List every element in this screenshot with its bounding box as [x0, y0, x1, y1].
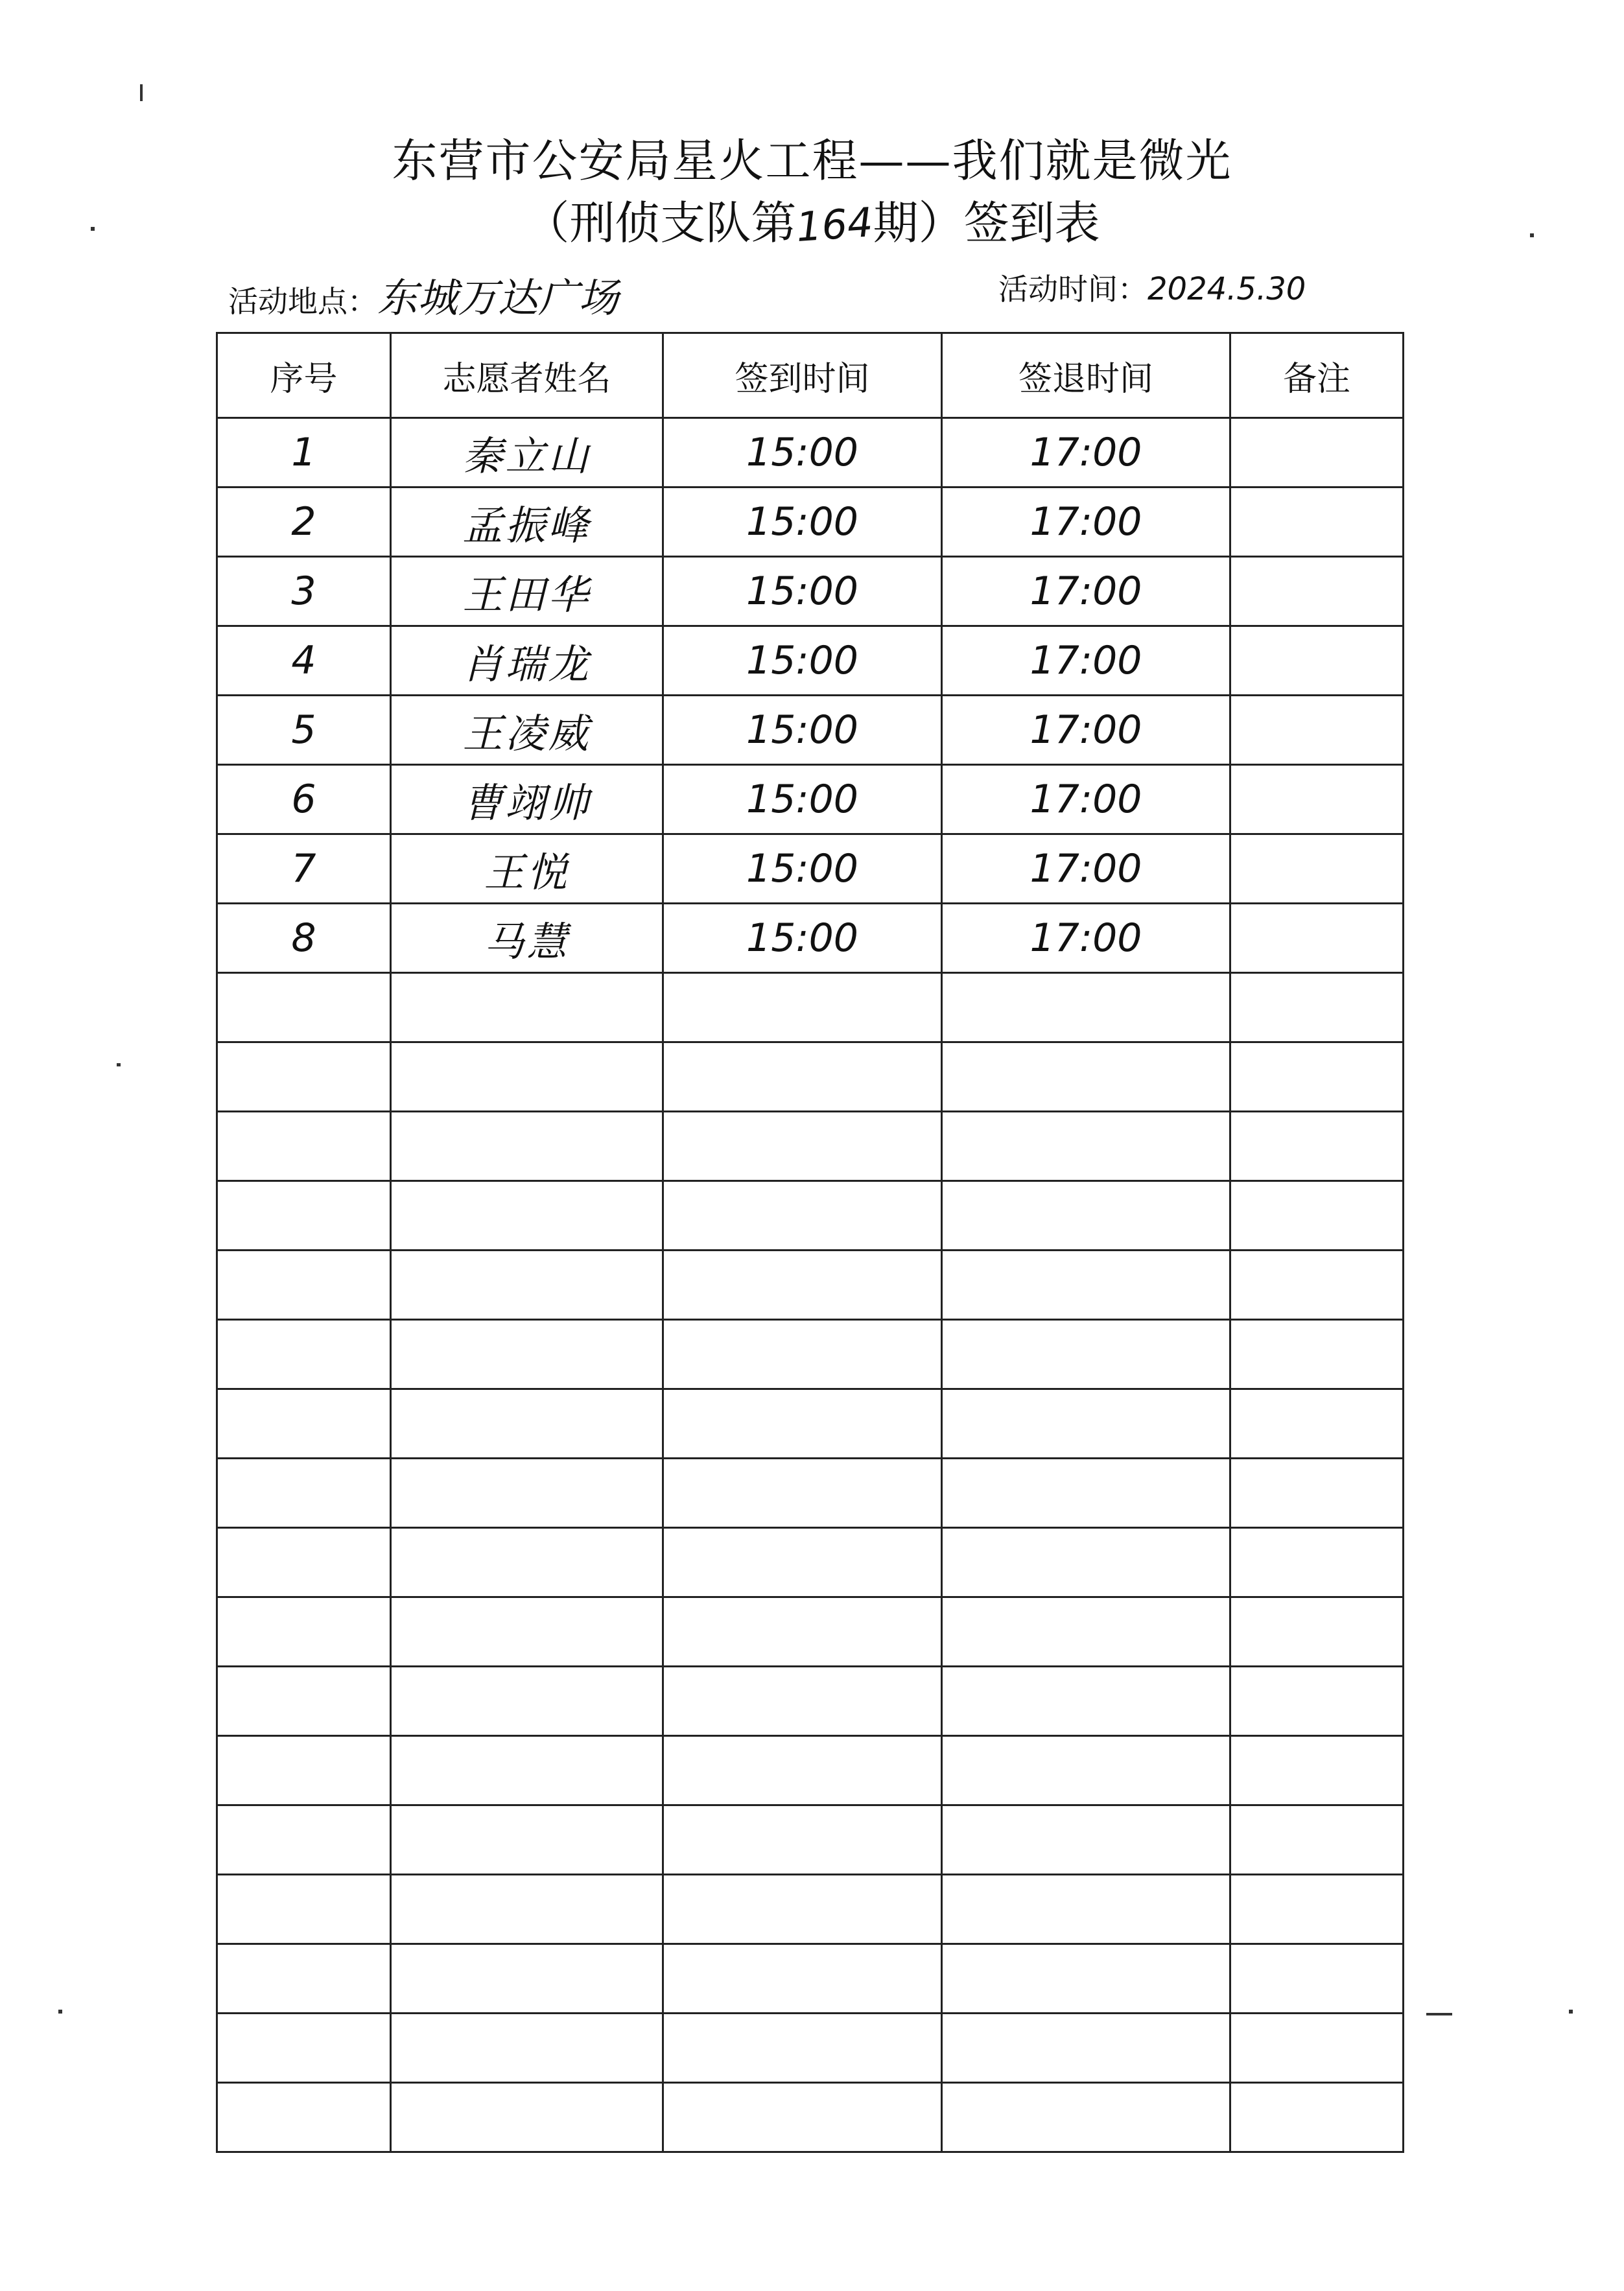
blank-cell	[217, 1528, 391, 1597]
blank-row	[217, 1528, 1404, 1597]
cell-no: 4	[217, 626, 391, 696]
blank-cell	[217, 1597, 391, 1667]
blank-cell	[663, 1112, 942, 1181]
location-field	[228, 266, 618, 323]
cell-name: 王凌威	[391, 696, 663, 765]
blank-cell	[391, 973, 663, 1042]
blank-cell	[391, 1181, 663, 1251]
cell-check-in: 15:00	[663, 626, 942, 696]
blank-cell	[217, 1805, 391, 1875]
cell-no: 5	[217, 696, 391, 765]
blank-row	[217, 1667, 1404, 1736]
blank-cell	[1230, 1528, 1404, 1597]
cell-remark	[1230, 488, 1404, 557]
blank-cell	[663, 973, 942, 1042]
header-remark: 备注	[1230, 333, 1404, 418]
blank-row	[217, 1805, 1404, 1875]
cell-check-out: 17:00	[942, 626, 1230, 696]
scan-speck	[117, 1063, 121, 1066]
blank-cell	[663, 2014, 942, 2083]
blank-cell	[1230, 1597, 1404, 1667]
scan-speck	[1569, 2010, 1573, 2014]
issue-number: 164	[794, 198, 875, 252]
cell-remark	[1230, 834, 1404, 904]
table-row	[217, 488, 1404, 557]
blank-cell	[217, 1042, 391, 1112]
blank-cell	[1230, 1805, 1404, 1875]
blank-cell	[217, 1181, 391, 1251]
cell-name: 肖瑞龙	[391, 626, 663, 696]
blank-cell	[1230, 1112, 1404, 1181]
blank-cell	[217, 1736, 391, 1805]
cell-name: 王田华	[391, 557, 663, 626]
blank-cell	[942, 1112, 1230, 1181]
blank-cell	[663, 1597, 942, 1667]
table-body	[217, 418, 1404, 2152]
blank-cell	[217, 973, 391, 1042]
blank-cell	[391, 1112, 663, 1181]
blank-cell	[942, 1042, 1230, 1112]
blank-cell	[942, 1251, 1230, 1320]
title-line-1: 东营市公安局星火工程——我们就是微光	[392, 134, 1232, 187]
blank-cell	[391, 1389, 663, 1459]
blank-row	[217, 1181, 1404, 1251]
blank-cell	[1230, 1320, 1404, 1389]
blank-cell	[942, 1320, 1230, 1389]
scan-speck	[1530, 233, 1534, 237]
cell-no: 3	[217, 557, 391, 626]
blank-cell	[217, 1944, 391, 2014]
blank-cell	[217, 1875, 391, 1944]
blank-row	[217, 1042, 1404, 1112]
blank-cell	[942, 1528, 1230, 1597]
table-row	[217, 626, 1404, 696]
blank-cell	[663, 1736, 942, 1805]
blank-cell	[942, 1805, 1230, 1875]
blank-cell	[217, 1320, 391, 1389]
blank-row	[217, 2083, 1404, 2152]
blank-cell	[1230, 1251, 1404, 1320]
activity-time-value: 2024.5.30	[1147, 271, 1306, 307]
blank-row	[217, 1251, 1404, 1320]
blank-row	[217, 1736, 1404, 1805]
activity-time-label: 活动时间：	[998, 272, 1147, 307]
blank-cell	[217, 1251, 391, 1320]
blank-row	[217, 1389, 1404, 1459]
cell-check-in: 15:00	[663, 696, 942, 765]
location-value: 东城万达广场	[377, 274, 619, 322]
header-check-out: 签退时间	[942, 333, 1230, 418]
blank-row	[217, 1597, 1404, 1667]
blank-row	[217, 1944, 1404, 2014]
blank-row	[217, 2014, 1404, 2083]
blank-cell	[391, 1944, 663, 2014]
blank-cell	[942, 1736, 1230, 1805]
cell-remark	[1230, 626, 1404, 696]
location-label: 活动地点：	[228, 284, 377, 319]
blank-cell	[391, 1875, 663, 1944]
cell-check-out: 17:00	[942, 557, 1230, 626]
cell-remark	[1230, 696, 1404, 765]
cell-check-in: 15:00	[663, 488, 942, 557]
blank-cell	[217, 1389, 391, 1459]
blank-cell	[663, 1528, 942, 1597]
blank-cell	[942, 1181, 1230, 1251]
title-line-2	[0, 187, 1624, 252]
blank-cell	[391, 1597, 663, 1667]
blank-row	[217, 973, 1404, 1042]
blank-cell	[942, 973, 1230, 1042]
cell-check-in: 15:00	[663, 904, 942, 973]
cell-remark	[1230, 418, 1404, 488]
activity-time-field	[998, 266, 1306, 309]
header-no: 序号	[217, 333, 391, 418]
blank-cell	[1230, 1459, 1404, 1528]
title-prefix: （刑侦支队第	[524, 196, 797, 250]
cell-no: 7	[217, 834, 391, 904]
table-row	[217, 765, 1404, 834]
cell-remark	[1230, 557, 1404, 626]
header-name: 志愿者姓名	[391, 333, 663, 418]
blank-cell	[1230, 1389, 1404, 1459]
blank-cell	[391, 1251, 663, 1320]
cell-no: 1	[217, 418, 391, 488]
cell-no: 6	[217, 765, 391, 834]
table-row	[217, 418, 1404, 488]
blank-cell	[391, 1320, 663, 1389]
blank-cell	[1230, 2083, 1404, 2152]
blank-cell	[663, 2083, 942, 2152]
header-check-in: 签到时间	[663, 333, 942, 418]
cell-check-in: 15:00	[663, 765, 942, 834]
blank-cell	[942, 1667, 1230, 1736]
cell-name: 王悦	[391, 834, 663, 904]
cell-remark	[1230, 904, 1404, 973]
blank-cell	[942, 1597, 1230, 1667]
cell-name: 曹翊帅	[391, 765, 663, 834]
blank-cell	[1230, 1667, 1404, 1736]
blank-cell	[663, 1042, 942, 1112]
scan-speck	[140, 84, 143, 101]
blank-cell	[663, 1667, 942, 1736]
blank-cell	[663, 1875, 942, 1944]
blank-cell	[391, 2083, 663, 2152]
blank-cell	[663, 1251, 942, 1320]
blank-cell	[942, 1389, 1230, 1459]
blank-cell	[391, 1528, 663, 1597]
cell-check-in: 15:00	[663, 418, 942, 488]
cell-remark	[1230, 765, 1404, 834]
blank-cell	[1230, 973, 1404, 1042]
blank-row	[217, 1112, 1404, 1181]
cell-check-in: 15:00	[663, 834, 942, 904]
table-row	[217, 696, 1404, 765]
table-row	[217, 557, 1404, 626]
sign-in-table	[216, 332, 1404, 2153]
blank-cell	[942, 2083, 1230, 2152]
scan-speck	[1426, 2013, 1452, 2015]
blank-cell	[391, 1667, 663, 1736]
blank-cell	[1230, 1736, 1404, 1805]
blank-cell	[1230, 1042, 1404, 1112]
blank-cell	[217, 2014, 391, 2083]
blank-cell	[942, 1944, 1230, 2014]
cell-no: 2	[217, 488, 391, 557]
cell-no: 8	[217, 904, 391, 973]
blank-row	[217, 1320, 1404, 1389]
cell-check-in: 15:00	[663, 557, 942, 626]
blank-cell	[663, 1320, 942, 1389]
cell-name: 马慧	[391, 904, 663, 973]
blank-cell	[663, 1944, 942, 2014]
blank-cell	[391, 2014, 663, 2083]
blank-cell	[1230, 2014, 1404, 2083]
blank-cell	[1230, 1944, 1404, 2014]
scan-speck	[58, 2010, 62, 2014]
blank-row	[217, 1459, 1404, 1528]
blank-cell	[217, 1459, 391, 1528]
blank-cell	[391, 1459, 663, 1528]
cell-check-out: 17:00	[942, 765, 1230, 834]
table-row	[217, 834, 1404, 904]
cell-check-out: 17:00	[942, 834, 1230, 904]
title-suffix: 期）签到表	[873, 196, 1100, 250]
blank-cell	[663, 1389, 942, 1459]
blank-cell	[391, 1805, 663, 1875]
cell-check-out: 17:00	[942, 418, 1230, 488]
cell-check-out: 17:00	[942, 904, 1230, 973]
blank-cell	[663, 1459, 942, 1528]
blank-cell	[942, 1459, 1230, 1528]
blank-cell	[217, 1667, 391, 1736]
table-row	[217, 904, 1404, 973]
blank-cell	[942, 2014, 1230, 2083]
cell-check-out: 17:00	[942, 696, 1230, 765]
blank-cell	[1230, 1181, 1404, 1251]
blank-cell	[217, 1112, 391, 1181]
blank-cell	[391, 1042, 663, 1112]
blank-cell	[942, 1875, 1230, 1944]
header-row	[217, 333, 1404, 418]
blank-cell	[1230, 1875, 1404, 1944]
scan-speck	[91, 227, 95, 231]
blank-cell	[663, 1181, 942, 1251]
blank-cell	[663, 1805, 942, 1875]
blank-cell	[217, 2083, 391, 2152]
cell-check-out: 17:00	[942, 488, 1230, 557]
cell-name: 孟振峰	[391, 488, 663, 557]
blank-row	[217, 1875, 1404, 1944]
blank-cell	[391, 1736, 663, 1805]
cell-name: 秦立山	[391, 418, 663, 488]
